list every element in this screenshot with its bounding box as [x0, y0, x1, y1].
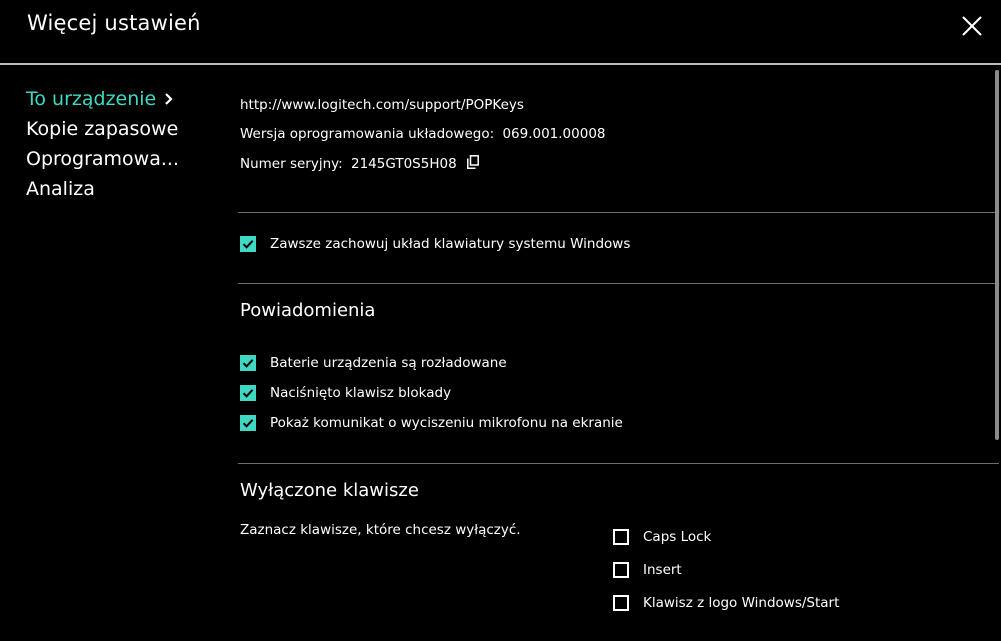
disabled-keys-description: Zaznacz klawisze, które chcesz wyłączyć.	[240, 522, 521, 538]
sidebar-item-label: Kopie zapasowe	[26, 118, 179, 140]
option-label: Naciśnięto klawisz blokady	[270, 385, 452, 401]
scrollbar[interactable]	[995, 70, 999, 440]
copy-icon[interactable]	[467, 155, 479, 169]
close-button[interactable]	[959, 13, 985, 39]
checkbox[interactable]	[240, 236, 256, 252]
settings-content	[240, 64, 1001, 641]
notify-battery-low[interactable]	[240, 354, 507, 372]
checkbox[interactable]	[240, 385, 256, 401]
checkmark-icon	[240, 355, 256, 371]
section-divider	[238, 212, 999, 213]
sidebar-item-software[interactable]	[26, 144, 216, 174]
serial-value: 2145GT0S5H08	[351, 156, 457, 172]
option-label: Caps Lock	[643, 529, 712, 545]
keep-windows-layout-option[interactable]	[240, 235, 630, 253]
chevron-right-icon	[164, 92, 174, 106]
disable-insert[interactable]	[613, 561, 682, 579]
checkmark-icon	[240, 236, 256, 252]
disable-windows-key[interactable]	[613, 594, 839, 612]
sidebar-item-this-device[interactable]	[26, 84, 216, 114]
firmware-version	[240, 126, 606, 142]
serial-number	[240, 155, 479, 172]
checkbox[interactable]	[240, 415, 256, 431]
section-divider	[238, 463, 999, 464]
notify-mic-mute[interactable]	[240, 414, 623, 432]
option-label: Pokaż komunikat o wyciszeniu mikrofonu na ekranie	[270, 415, 623, 431]
checkbox[interactable]	[613, 529, 629, 545]
dialog-title: Więcej ustawień	[27, 11, 201, 35]
section-divider	[238, 283, 999, 284]
support-link[interactable]: http://www.logitech.com/support/POPKeys	[240, 97, 524, 113]
sidebar-item-label: To urządzenie	[26, 88, 157, 110]
option-label: Klawisz z logo Windows/Start	[643, 595, 840, 611]
disable-caps-lock[interactable]	[613, 528, 711, 546]
firmware-value: 069.001.00008	[502, 126, 606, 142]
sidebar-item-label: Analiza	[26, 178, 95, 200]
firmware-label: Wersja oprogramowania układowego:	[240, 126, 495, 142]
checkbox[interactable]	[613, 562, 629, 578]
checkmark-icon	[240, 385, 256, 401]
option-label: Baterie urządzenia są rozładowane	[270, 355, 507, 371]
option-label: Insert	[643, 562, 682, 578]
checkbox[interactable]	[613, 595, 629, 611]
checkmark-icon	[240, 415, 256, 431]
notifications-heading: Powiadomienia	[240, 300, 376, 321]
title-bar	[0, 0, 1001, 63]
option-label: Zawsze zachowuj układ klawiatury systemu Windows	[270, 236, 631, 252]
sidebar-item-backups[interactable]	[26, 114, 216, 144]
sidebar-item-label: Oprogramowa...	[26, 148, 179, 170]
serial-label: Numer seryjny:	[240, 156, 343, 172]
sidebar-item-analytics[interactable]	[26, 174, 216, 204]
sidebar-nav	[26, 84, 216, 204]
close-icon	[959, 13, 985, 39]
disabled-keys-heading: Wyłączone klawisze	[240, 480, 419, 501]
checkbox[interactable]	[240, 355, 256, 371]
notify-lock-key[interactable]	[240, 384, 451, 402]
